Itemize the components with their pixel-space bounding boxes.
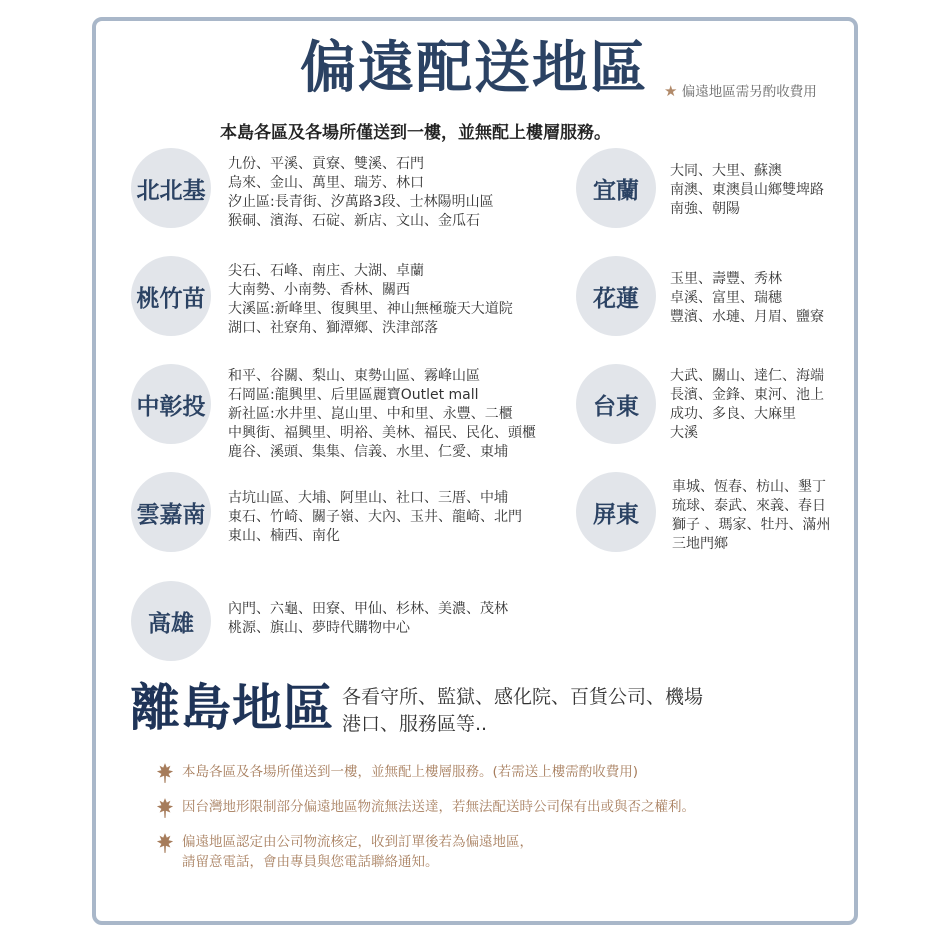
region-name-badge: 中彰投	[131, 364, 211, 444]
subtitle: 本島各區及各場所僅送到一樓，並無配上樓層服務。	[220, 123, 611, 143]
maple-leaf-icon	[156, 762, 174, 784]
area-line: 南澳、東澳員山鄉雙埤路	[670, 182, 824, 198]
maple-leaf-icon	[156, 797, 174, 819]
area-line: 大同、大里、蘇澳	[670, 163, 782, 179]
region-area-list	[228, 367, 536, 462]
area-line: 汐止區:長青街、汐萬路3段、士林陽明山區	[228, 194, 494, 210]
area-line: 鹿谷、溪頭、集集、信義、水里、仁愛、東埔	[228, 444, 508, 460]
region-area-list	[670, 270, 824, 327]
surcharge-note-text: 偏遠地區需另酌收費用	[681, 84, 817, 100]
region-area-list	[672, 478, 830, 554]
maple-leaf-icon	[156, 832, 174, 854]
note-line: 因台灣地形限制部分偏遠地區物流無法送達，若無法配送時公司保有出或與否之權利。	[182, 799, 695, 815]
area-line: 石岡區:龍興里、后里區麗寶Outlet mall	[228, 387, 479, 403]
region-name-badge: 屏東	[576, 472, 656, 552]
note-line: 請留意電話，會由專員與您電話聯絡通知。	[182, 854, 439, 870]
area-line: 三地門鄉	[672, 536, 728, 552]
region-name-badge: 桃竹苗	[131, 256, 211, 336]
area-line: 東石、竹崎、關子嶺、大內、玉井、龍崎、北門	[228, 509, 522, 525]
area-line: 豐濱、水璉、月眉、鹽寮	[670, 309, 824, 325]
area-line: 新社區:水井里、崑山里、中和里、永豐、二櫃	[228, 406, 513, 422]
note-text	[182, 832, 533, 872]
area-line: 卓溪、富里、瑞穗	[670, 290, 782, 306]
islands-line: 港口、服務區等..	[342, 713, 488, 735]
area-line: 長濱、金鋒、東河、池上	[670, 387, 824, 403]
note-text	[182, 762, 638, 782]
note-line: 本島各區及各場所僅送到一樓，並無配上樓層服務。(若需送上樓需酌收費用)	[182, 764, 639, 780]
region-area-list	[228, 262, 513, 338]
area-line: 烏來、金山、萬里、瑞芳、林口	[228, 175, 424, 191]
area-line: 琉球、泰武、來義、春日	[672, 498, 826, 514]
region-name-badge: 高雄	[131, 581, 211, 661]
page-title: 偏遠配送地區	[300, 36, 648, 101]
region-name-badge: 北北基	[131, 148, 211, 228]
area-line: 中興街、福興里、明裕、美林、福民、民化、頭櫃	[228, 425, 536, 441]
note-text	[182, 797, 695, 817]
area-line: 猴硐、濱海、石碇、新店、文山、金瓜石	[228, 213, 480, 229]
area-line: 大溪區:新峰里、復興里、神山無極璇天大道院	[228, 301, 513, 317]
note-line: 偏遠地區認定由公司物流核定，收到訂單後若為偏遠地區，	[182, 834, 533, 850]
area-line: 湖口、社寮角、獅潭鄉、泆津部落	[228, 320, 438, 336]
content-frame	[92, 17, 858, 925]
area-line: 桃源、旗山、夢時代購物中心	[228, 620, 410, 636]
region-area-list	[228, 489, 522, 546]
area-line: 南強、朝陽	[670, 201, 740, 217]
region-area-list	[228, 155, 494, 231]
region-area-list	[670, 162, 824, 219]
area-line: 大南勢、小南勢、香林、關西	[228, 282, 410, 298]
area-line: 大武、關山、達仁、海端	[670, 368, 824, 384]
area-line: 九份、平溪、貢寮、雙溪、石門	[228, 156, 424, 172]
area-line: 車城、恆春、枋山、墾丁	[672, 479, 826, 495]
islands-description	[342, 684, 703, 738]
area-line: 東山、楠西、南化	[228, 528, 340, 544]
area-line: 獅子 、瑪家、牡丹、滿州	[672, 517, 831, 533]
islands-line: 各看守所、監獄、感化院、百貨公司、機場	[342, 686, 704, 708]
region-name-badge: 雲嘉南	[131, 472, 211, 552]
area-line: 古坑山區、大埔、阿里山、社口、三厝、中埔	[228, 490, 508, 506]
region-name-badge: 台東	[576, 364, 656, 444]
area-line: 成功、多良、大麻里	[670, 406, 796, 422]
area-line: 大溪	[670, 425, 698, 441]
star-icon: ★	[664, 82, 678, 100]
region-name-badge: 花蓮	[576, 256, 656, 336]
region-area-list	[670, 367, 824, 443]
area-line: 和平、谷關、梨山、東勢山區、霧峰山區	[228, 368, 480, 384]
area-line: 內門、六龜、田寮、甲仙、杉林、美濃、茂林	[228, 601, 508, 617]
region-name-badge: 宜蘭	[576, 148, 656, 228]
islands-title: 離島地區	[130, 679, 334, 737]
area-line: 玉里、壽豐、秀林	[670, 271, 782, 287]
surcharge-note	[664, 80, 817, 100]
region-area-list	[228, 600, 508, 638]
area-line: 尖石、石峰、南庄、大湖、卓蘭	[228, 263, 424, 279]
